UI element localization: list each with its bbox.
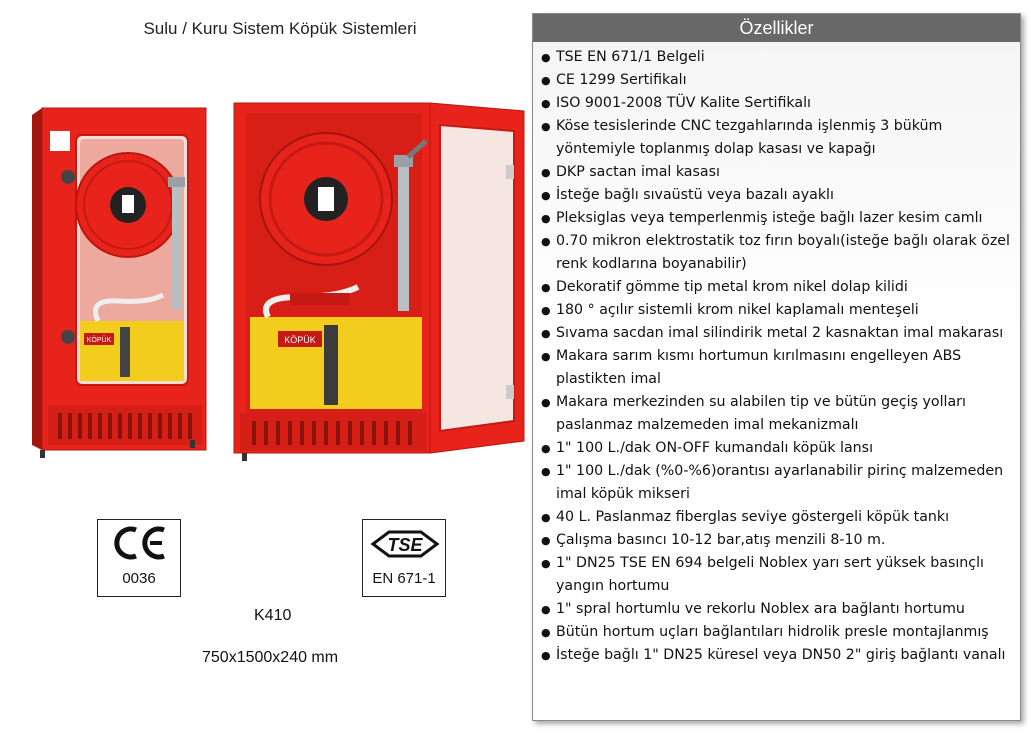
svg-text:TSE: TSE xyxy=(387,535,423,555)
bullet-icon: ● xyxy=(541,626,551,639)
feature-item xyxy=(541,621,1014,644)
feature-item xyxy=(541,207,1014,230)
feature-text: CE 1299 Sertifikalı xyxy=(556,72,687,88)
feature-text: İsteğe bağlı 1" DN25 küresel veya DN50 2" giriş bağlantı vanalı xyxy=(556,647,1006,663)
bullet-icon: ● xyxy=(541,189,551,202)
feature-item xyxy=(541,69,1014,92)
feature-item xyxy=(541,46,1014,69)
feature-text: 1" 100 L./dak (%0-%6)orantısı ayarlanabilir pirinç malzemeden imal köpük mikseri xyxy=(556,463,1004,502)
tse-code: EN 671-1 xyxy=(372,570,436,587)
feature-text: Bütün hortum uçları bağlantıları hidrolik presle montajlanmış xyxy=(556,624,989,640)
feature-item xyxy=(541,299,1014,322)
ce-mark-icon xyxy=(98,520,182,564)
open-cabinet xyxy=(234,103,524,461)
bullet-icon: ● xyxy=(541,511,551,524)
bullet-icon: ● xyxy=(541,166,551,179)
bullet-icon: ● xyxy=(541,120,551,133)
feature-text: Sıvama sacdan imal silindirik metal 2 kasnaktan imal makarası xyxy=(556,325,1004,341)
bullet-icon: ● xyxy=(541,235,551,248)
product-image xyxy=(28,95,528,465)
feature-text: 1" 100 L./dak ON-OFF kumandalı köpük lansı xyxy=(556,440,874,456)
feature-text: 0.70 mikron elektrostatik toz fırın boyalı(isteğe bağlı olarak özel renk kodlarına boyanabilir) xyxy=(556,233,1010,272)
feature-text: 180 ° açılır sistemli krom nikel kaplamalı menteşeli xyxy=(556,302,919,318)
feature-item xyxy=(541,506,1014,529)
feature-item xyxy=(541,598,1014,621)
feature-item xyxy=(541,644,1014,667)
feature-text: TSE EN 671/1 Belgeli xyxy=(556,49,705,65)
feature-item xyxy=(541,115,1014,161)
model-code: K410 xyxy=(254,607,292,624)
feature-item xyxy=(541,552,1014,598)
features-header: Özellikler xyxy=(533,14,1020,42)
feature-text: 40 L. Paslanmaz fiberglas seviye göstergeli köpük tankı xyxy=(556,509,950,525)
feature-text: Dekoratif gömme tip metal krom nikel dolap kilidi xyxy=(556,279,908,295)
page-title: Sulu / Kuru Sistem Köpük Sistemleri xyxy=(143,19,417,38)
feature-item xyxy=(541,437,1014,460)
feature-text: İsteğe bağlı sıvaüstü veya bazalı ayaklı xyxy=(556,187,834,203)
feature-item xyxy=(541,460,1014,506)
feature-text: Köse tesislerinde CNC tezgahlarında işlenmiş 3 büküm yöntemiyle toplanmış dolap kasası ve kapağı xyxy=(556,118,943,157)
bullet-icon: ● xyxy=(541,97,551,110)
dimensions: 750x1500x240 mm xyxy=(202,649,339,666)
bullet-icon: ● xyxy=(541,465,551,478)
feature-text: Çalışma basıncı 10-12 bar,atış menzili 8-10 m. xyxy=(556,532,886,548)
feature-text: ISO 9001-2008 TÜV Kalite Sertifikalı xyxy=(556,95,811,111)
bullet-icon: ● xyxy=(541,603,551,616)
feature-item xyxy=(541,529,1014,552)
feature-text: Makara merkezinden su alabilen tip ve bütün geçiş yolları paslanmaz malzemeden imal mekanizmalı xyxy=(556,394,966,433)
bullet-icon: ● xyxy=(541,350,551,363)
tse-mark-icon xyxy=(363,520,447,564)
tank-label-right: KÖPÜK xyxy=(284,335,316,345)
feature-text: 1" spral hortumlu ve rekorlu Noblex ara bağlantı hortumu xyxy=(556,601,965,617)
bullet-icon: ● xyxy=(541,649,551,662)
features-panel xyxy=(532,13,1021,721)
feature-item xyxy=(541,161,1014,184)
bullet-icon: ● xyxy=(541,534,551,547)
feature-item xyxy=(541,322,1014,345)
feature-text: Pleksiglas veya temperlenmiş isteğe bağlı lazer kesim camlı xyxy=(556,210,983,226)
bullet-icon: ● xyxy=(541,74,551,87)
bullet-icon: ● xyxy=(541,327,551,340)
feature-item xyxy=(541,92,1014,115)
feature-item xyxy=(541,345,1014,391)
tank-label-left: KÖPÜK xyxy=(86,337,112,344)
tse-certification-badge xyxy=(362,519,446,597)
feature-item xyxy=(541,184,1014,207)
closed-cabinet xyxy=(32,108,206,458)
bullet-icon: ● xyxy=(541,212,551,225)
feature-text: 1" DN25 TSE EN 694 belgeli Noblex yarı sert yüksek basınçlı yangın hortumu xyxy=(556,555,984,594)
ce-certification-badge xyxy=(97,519,181,597)
ce-code: 0036 xyxy=(122,570,156,587)
bullet-icon: ● xyxy=(541,396,551,409)
bullet-icon: ● xyxy=(541,51,551,64)
bullet-icon: ● xyxy=(541,304,551,317)
feature-text: Makara sarım kısmı hortumun kırılmasını engelleyen ABS plastikten imal xyxy=(556,348,962,387)
feature-item xyxy=(541,391,1014,437)
bullet-icon: ● xyxy=(541,557,551,570)
features-list xyxy=(533,42,1020,667)
feature-text: DKP sactan imal kasası xyxy=(556,164,720,180)
feature-item xyxy=(541,230,1014,276)
bullet-icon: ● xyxy=(541,442,551,455)
bullet-icon: ● xyxy=(541,281,551,294)
feature-item xyxy=(541,276,1014,299)
